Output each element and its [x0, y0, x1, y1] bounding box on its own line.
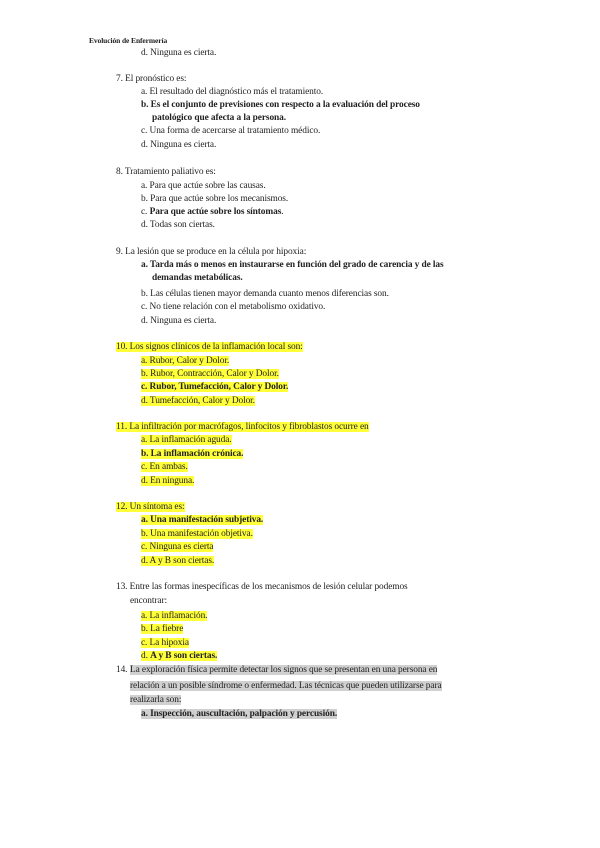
q13-option-d [141, 651, 217, 661]
q11-option-d: d. En ninguna. [141, 476, 195, 486]
q14-question-cont-1: relación a un posible síndrome o enfermedad. Las técnicas que pueden utilizarse para [130, 681, 442, 691]
q9-option-c: c. No tiene relación con el metabolismo oxidativo. [141, 302, 326, 312]
q13-option-b: b. La fiebre [141, 624, 184, 634]
q12-option-b: b. Una manifestación objetiva. [141, 529, 253, 539]
q12-question: 12. Un síntoma es: [116, 502, 185, 512]
q11-option-c: c. En ambas. [141, 462, 188, 472]
q9-option-a-cont: demandas metabólicas. [152, 273, 243, 283]
q12-option-c: c. Ninguna es cierta [141, 542, 214, 552]
q14-number: 14. [116, 665, 128, 675]
q11-question: 11. La infiltración por macrófagos, linfocitos y fibroblastos ocurre en [116, 422, 369, 432]
q12-option-d: d. A y B son ciertas. [141, 556, 215, 566]
q11-option-a: a. La inflamación aguda. [141, 435, 232, 445]
q10-option-c: c. Rubor, Tumefacción, Calor y Dolor. [141, 382, 289, 392]
q7-option-d: d. Ninguna es cierta. [141, 140, 217, 150]
q8-option-d: d. Todas son ciertas. [141, 220, 215, 230]
q11-option-b: b. La inflamación crónica. [141, 449, 244, 459]
q9-option-a: a. Tarda más o menos en instaurarse en función del grado de carencia y de las [141, 260, 444, 270]
q8-option-c-prefix: c. [141, 207, 150, 217]
q13-option-d-prefix: d. [141, 651, 151, 661]
q13-question-cont: encontrar: [130, 596, 167, 606]
q13-question: 13. Entre las formas inespecíficas de los mecanismos de lesión celular podemos [116, 582, 408, 592]
q9-question: 9. La lesión que se produce en la célula por hipoxia: [116, 247, 307, 257]
q9-option-d: d. Ninguna es cierta. [141, 316, 217, 326]
q8-option-b: b. Para que actúe sobre los mecanismos. [141, 194, 289, 204]
q8-option-c-answer: Para que actúe sobre los síntomas [149, 207, 282, 217]
q12-option-a: a. Una manifestación subjetiva. [141, 515, 264, 525]
q7-option-a: a. El resultado del diagnóstico más el tratamiento. [141, 87, 324, 97]
q8-option-c-suffix: . [281, 207, 284, 217]
page-header: Evolución de Enfermería [89, 36, 168, 45]
q10-question: 10. Los signos clínicos de la inflamación local son: [116, 342, 303, 352]
q14-option-a: a. Inspección, auscultación, palpación y percusión. [141, 709, 338, 719]
q8-option-c [141, 206, 284, 218]
q9-option-b: b. Las células tienen mayor demanda cuanto menos diferencias son. [141, 289, 389, 299]
q7-question: 7. El pronóstico es: [116, 74, 187, 84]
q7-option-c: c. Una forma de acercarse al tratamiento médico. [141, 126, 321, 136]
q6-option-d: d. Ninguna es cierta. [141, 48, 217, 58]
q10-option-b: b. Rubor, Contracción, Calor y Dolor. [141, 369, 279, 379]
q10-option-a: a. Rubor, Calor y Dolor. [141, 356, 230, 366]
q8-question: 8. Tratamiento paliativo es: [116, 167, 216, 177]
q7-option-b: b. Es el conjunto de previsiones con respecto a la evaluación del proceso [141, 100, 420, 110]
q13-option-c: c. La hipoxia [141, 638, 189, 648]
q13-option-a: a. La inflamación. [141, 611, 208, 621]
q14-question: La exploración física permite detectar los signos que se presentan en una persona en [130, 665, 438, 675]
q10-option-d: d. Tumefacción, Calor y Dolor. [141, 396, 255, 406]
q13-option-d-answer: A y B son ciertas. [150, 651, 218, 661]
q8-option-a: a. Para que actúe sobre las causas. [141, 181, 266, 191]
q14-question-cont-2: realizarla son: [130, 695, 182, 705]
q7-option-b-cont: patológico que afecta a la persona. [152, 113, 286, 123]
